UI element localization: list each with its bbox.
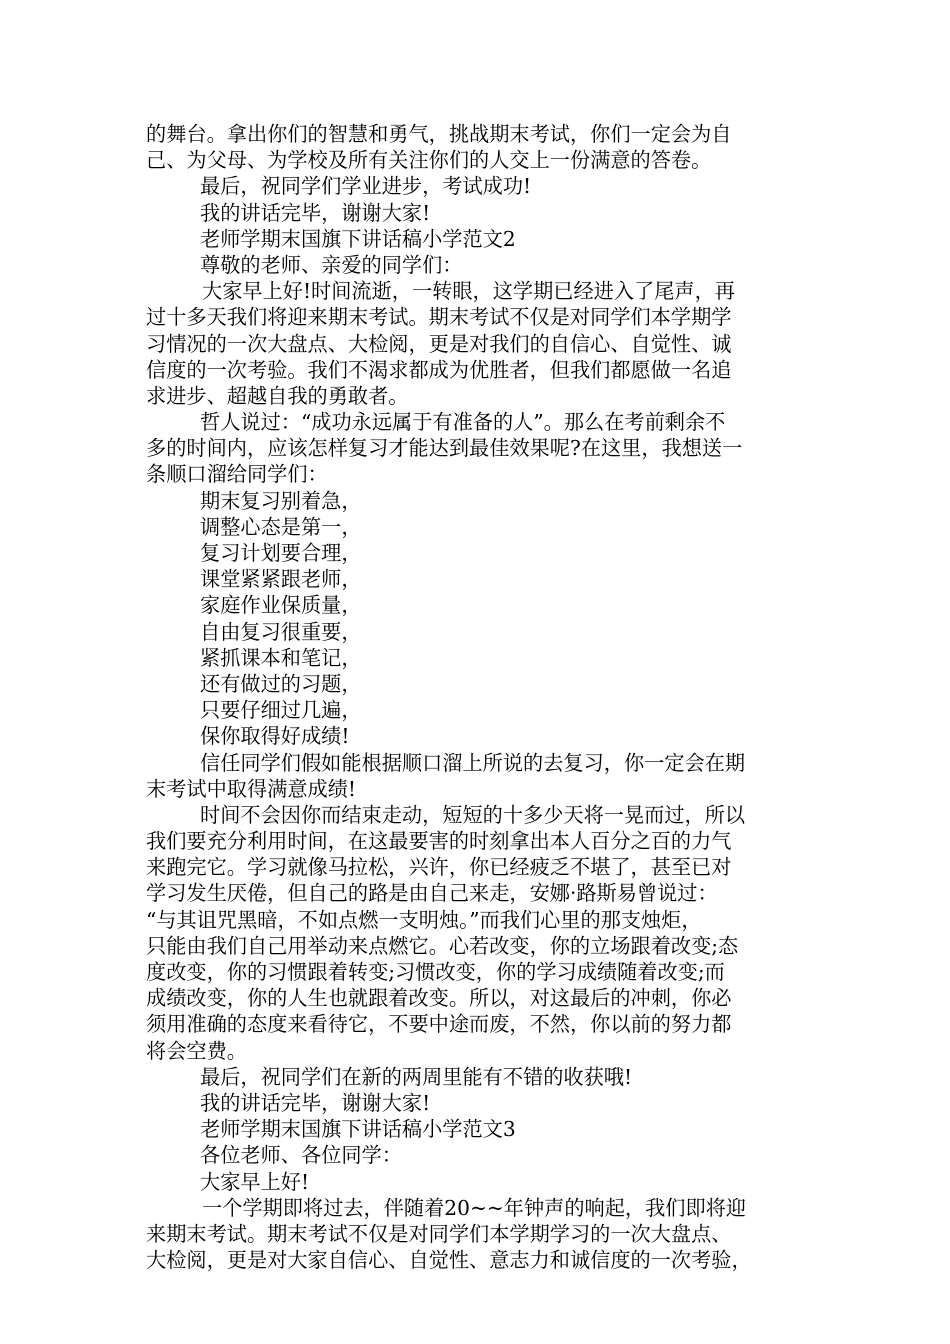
- verse-line: 保你取得好成绩!: [200, 724, 350, 749]
- text-line: 度改变，你的习惯跟着转变;习惯改变，你的学习成绩随着改变;而: [146, 960, 725, 984]
- verse-line: 课堂紧紧跟老师，: [200, 567, 362, 592]
- text-line: 末考试中取得满意成绩!: [146, 776, 356, 801]
- text-line: 将会空费。: [146, 1038, 247, 1063]
- salutation: 各位老师、各位同学：: [200, 1143, 402, 1168]
- text-line: 大家早上好!: [200, 1169, 310, 1194]
- section-heading: 老师学期末国旗下讲话稿小学范文2: [200, 226, 516, 251]
- text-line: 过十多天我们将迎来期末考试。期末考试不仅是对同学们本学期学: [146, 305, 732, 330]
- text-line: 求进步、超越自我的勇敢者。: [146, 383, 409, 408]
- section-heading: 老师学期末国旗下讲话稿小学范文3: [200, 1117, 516, 1142]
- text-line: 只能由我们自己用举动来点燃它。心若改变，你的立场跟着改变;态: [146, 933, 739, 958]
- text-line: 成绩改变，你的人生也就跟着改变。所以，对这最后的冲刺，你必: [146, 986, 732, 1011]
- verse-line: 自由复习很重要，: [200, 619, 362, 644]
- text-line: 我的讲话完毕，谢谢大家!: [200, 1090, 431, 1115]
- verse-line: 紧抓课本和笔记，: [200, 645, 362, 670]
- text-line: 来跑完它。学习就像马拉松，兴许，你已经疲乏不堪了，甚至已对: [146, 855, 732, 880]
- text-line: 哲人说过：“成功永远属于有准备的人”。那么在考前剩余不: [200, 410, 726, 435]
- verse-line: 只要仔细过几遍，: [200, 698, 362, 723]
- text-line: 的舞台。拿出你们的智慧和勇气，挑战期末考试，你们一定会为自: [146, 122, 732, 146]
- text-line: 信度的一次考验。我们不渴求都成为优胜者，但我们都愿做一名追: [146, 357, 732, 382]
- text-line: 我们要充分利用时间，在这最要害的时刻拿出本人百分之百的力气: [146, 829, 732, 854]
- verse-line: 家庭作业保质量，: [200, 593, 362, 618]
- text-line: 我的讲话完毕，谢谢大家!: [200, 200, 431, 225]
- text-line: 己、为父母、为学校及所有关注你们的人交上一份满意的答卷。: [146, 148, 712, 173]
- text-line: 大家早上好!时间流逝，一转眼，这学期已经进入了尾声，再: [202, 279, 735, 304]
- text-line: 习情况的一次大盘点、大检阅，更是对我们的自信心、自觉性、诚: [146, 331, 732, 356]
- verse-line: 调整心态是第一，: [200, 514, 362, 539]
- text-line: 最后，祝同学们在新的两周里能有不错的收获哦!: [200, 1064, 633, 1089]
- text-line: 学习发生厌倦，但自己的路是由自己来走，安娜·路斯易曾说过：: [146, 881, 718, 906]
- text-line: 条顺口溜给同学们：: [146, 462, 328, 487]
- text-line: 一个学期即将过去，伴随着20~~年钟声的响起，我们即将迎: [202, 1195, 747, 1220]
- text-line: 多的时间内，应该怎样复习才能达到最佳效果呢?在这里，我想送一: [146, 436, 743, 461]
- text-line: 时间不会因你而结束走动，短短的十多少天将一晃而过，所以: [200, 802, 746, 827]
- verse-line: 还有做过的习题，: [200, 671, 362, 696]
- document-body: [146, 121, 826, 1273]
- text-line: 来期末考试。期末考试不仅是对同学们本学期学习的一次大盘点、: [146, 1221, 732, 1246]
- text-line: 须用准确的态度来看待它，不要中途而废，不然，你以前的努力都: [146, 1012, 732, 1037]
- salutation: 尊敬的老师、亲爱的同学们：: [200, 252, 463, 277]
- verse-line: 期末复习别着急，: [200, 488, 362, 513]
- text-line: “与其诅咒黑暗，不如点燃一支明烛。”而我们心里的那支烛炬，: [146, 907, 702, 932]
- text-line: 最后，祝同学们学业进步，考试成功!: [200, 174, 532, 199]
- text-line: 大检阅，更是对大家自信心、自觉性、意志力和诚信度的一次考验，: [146, 1248, 752, 1273]
- text-line: 信任同学们假如能根据顺口溜上所说的去复习，你一定会在期: [200, 750, 746, 775]
- verse-line: 复习计划要合理，: [200, 541, 362, 565]
